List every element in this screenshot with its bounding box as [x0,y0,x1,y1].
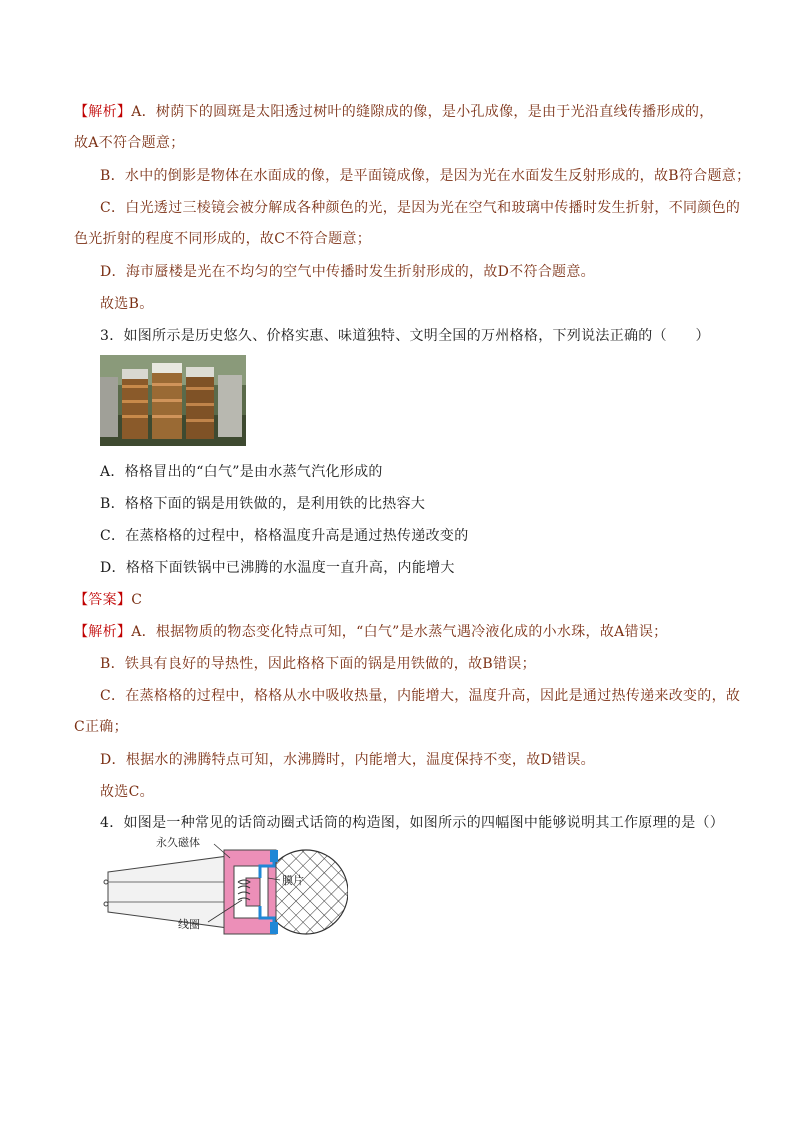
option-a: A．格格冒出的“白气”是由水蒸气汽化形成的 [100,464,383,480]
answer-value: C [131,592,143,608]
label-coil: 线圈 [178,918,200,931]
q3-analysis-line-4: D．根据水的沸腾特点可知，水沸腾时，内能增大，温度保持不变，故D错误。 [100,752,595,768]
q3-analysis-conclusion: 故选C。 [100,784,154,800]
question-3-stem: 3．如图所示是历史悠久、价格实惠、味道独特、文明全国的万州格格，下列说法正确的（ ） [100,328,710,344]
option-c: C．在蒸格格的过程中，格格温度升高是通过热传递改变的 [100,528,469,544]
answer-line [74,590,142,610]
analysis-text: A．树荫下的圆斑是太阳透过树叶的缝隙成的像，是小孔成像，是由于光沿直线传播形成的， [131,104,714,120]
analysis-line-3b: 色光折射的程度不同形成的，故C不符合题意； [74,231,372,247]
analysis-line-3a: C．白光透过三棱镜会被分解成各种颜色的光，是因为光在空气和玻璃中传播时发生折射，不同颜色的 [100,200,741,216]
answer-tag: 【答案】 [74,592,132,608]
steamer-photo-image [100,355,246,446]
analysis-tag: 【解析】 [74,104,132,120]
q3-analysis-line-3b: C正确； [74,719,128,735]
analysis-line-1b: 故A不符合题意； [74,135,185,151]
analysis-line-2: B．水中的倒影是物体在水面成的像，是平面镜成像，是因为光在水面发生反射形成的，故B符合题意； [100,168,751,184]
question-4-stem: 4．如图是一种常见的话筒动圈式话筒的构造图，如图所示的四幅图中能够说明其工作原理的是（） [100,815,725,831]
q3-analysis-line-3: C．在蒸格格的过程中，格格从水中吸收热量，内能增大，温度升高，因此是通过热传递来改变的，故 [100,688,741,704]
label-permanent-magnet: 永久磁体 [156,836,200,849]
analysis-text: A．根据物质的物态变化特点可知，“白气”是水蒸气遇冷液化成的小水珠，故A错误； [131,624,668,640]
option-b: B．格格下面的锅是用铁做的，是利用铁的比热容大 [100,496,426,512]
q3-analysis-line-2: B．铁具有良好的导热性，因此格格下面的锅是用铁做的，故B错误； [100,656,536,672]
steamer-photo [100,355,246,446]
label-diaphragm: 膜片 [282,874,304,887]
analysis-line-4: D．海市蜃楼是光在不均匀的空气中传播时发生折射形成的，故D不符合题意。 [100,264,595,280]
option-d: D．格格下面铁锅中已沸腾的水温度一直升高，内能增大 [100,560,455,576]
analysis-conclusion: 故选B。 [100,296,154,312]
microphone-diagram [98,830,348,945]
analysis-tag: 【解析】 [74,624,132,640]
analysis-line-1 [74,102,714,122]
q3-analysis-line-1 [74,622,667,642]
